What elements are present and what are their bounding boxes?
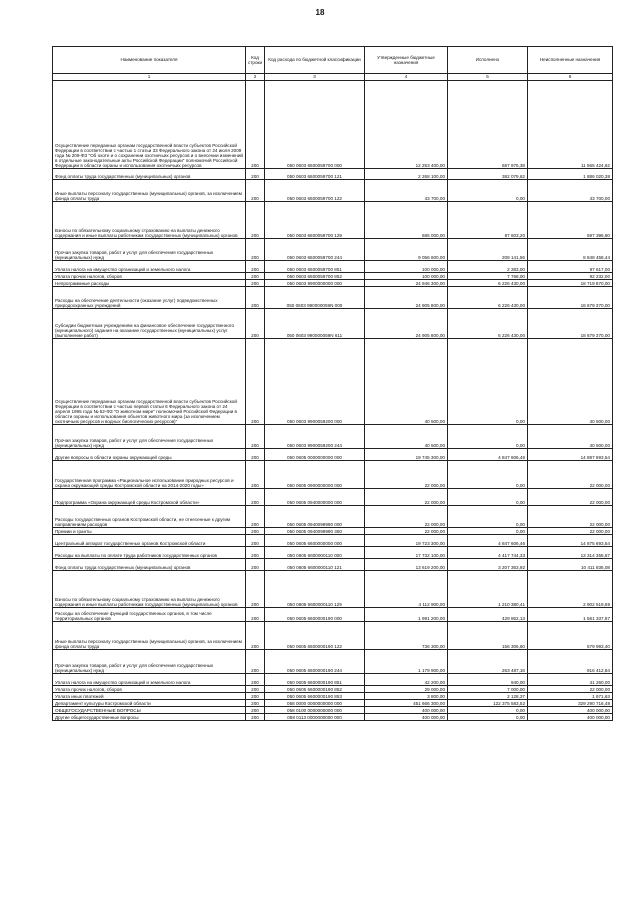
row-executed-cell: 3 207 363,92 xyxy=(448,559,528,571)
row-approved-cell: 400 000,00 xyxy=(365,714,448,721)
row-executed-cell: 4 847 606,46 xyxy=(448,535,528,547)
row-executed-cell: 6 226 430,00 xyxy=(448,309,528,339)
row-name-cell: Другие вопросы в области охраны окружающей среды xyxy=(53,449,246,461)
row-code-cell: 050 0605 6600000190 851 xyxy=(265,674,365,686)
row-executed-cell: 7 768,00 xyxy=(448,273,528,280)
row-code-cell: 050 0603 990000059N 611 xyxy=(265,309,365,339)
row-approved-cell: 22 000,00 xyxy=(365,506,448,528)
row-code-cell: 050 0605 6600000110 000 xyxy=(265,547,365,559)
row-unexecuted-cell: 400 000,00 xyxy=(528,707,613,714)
row-line-cell: 200 xyxy=(246,239,265,261)
row-name-cell: Премии и гранты xyxy=(53,528,246,535)
table-row xyxy=(53,700,613,707)
row-line-cell: 200 xyxy=(246,707,265,714)
table-row xyxy=(53,650,613,674)
row-line-cell: 200 xyxy=(246,287,265,309)
row-code-cell: 050 0605 6600000190 244 xyxy=(265,650,365,674)
row-name-cell: Осуществление переданных органам государственной власти субъектов Российской Федерации в соответствии с частью первой статьи 6 Федерального закона от 24 апреля 1995 года № 52-ФЗ "О животном мире" полномочий Российской Федерации в области охраны и использования объектов животного мира (за исключением охотничьих ресурсов и водных биологических ресурсов)" xyxy=(53,339,246,425)
row-line-cell: 200 xyxy=(246,547,265,559)
row-unexecuted-cell: 97 617,00 xyxy=(528,261,613,273)
row-unexecuted-cell: 22 000,00 xyxy=(528,686,613,693)
row-name-cell: Непрограммные расходы xyxy=(53,280,246,287)
table-row xyxy=(53,547,613,559)
row-approved-cell: 22 000,00 xyxy=(365,461,448,489)
row-executed-cell: 0,00 xyxy=(448,489,528,506)
row-code-cell: 050 0603 9900000000 000 xyxy=(265,280,365,287)
row-executed-cell: 4 417 744,33 xyxy=(448,547,528,559)
row-name-cell: Иные выплаты персоналу государственных (муниципальных) органов, за исключением фонда оплаты труда xyxy=(53,622,246,650)
row-line-cell: 200 xyxy=(246,461,265,489)
column-number: 6 xyxy=(528,74,613,81)
row-name-cell: Расходы на обеспечение деятельности (оказание услуг) подведомственных природоохранных учреждений xyxy=(53,287,246,309)
row-name-cell: Фонд оплаты труда государственных (муниципальных) органов xyxy=(53,169,246,180)
row-executed-cell: 263 487,16 xyxy=(448,650,528,674)
row-code-cell: 058 0000 0000000000 000 xyxy=(265,700,365,707)
header-approved: Утвержденные бюджетные назначения xyxy=(365,47,448,74)
row-line-cell: 200 xyxy=(246,489,265,506)
row-approved-cell: 43 700,00 xyxy=(365,180,448,202)
table-row xyxy=(53,81,613,169)
row-approved-cell: 100 000,00 xyxy=(365,273,448,280)
row-executed-cell: 429 862,13 xyxy=(448,608,528,622)
page-number: 18 xyxy=(315,8,325,17)
row-name-cell: Подпрограмма «Охрана окружающей среды Костромской области» xyxy=(53,489,246,506)
row-name-cell: Уплата прочих налогов, сборов xyxy=(53,686,246,693)
row-name-cell: Фонд оплаты труда государственных (муниципальных) органов xyxy=(53,559,246,571)
row-code-cell: 058 0113 0000000000 000 xyxy=(265,714,365,721)
header-name: Наименование показателя xyxy=(53,47,246,74)
row-name-cell: Иные выплаты персоналу государственных (муниципальных) органов, за исключением фонда оплаты труда xyxy=(53,180,246,202)
row-name-cell: Прочая закупка товаров, работ и услуг для обеспечения государственных (муниципальных) нужд xyxy=(53,650,246,674)
row-line-cell: 200 xyxy=(246,700,265,707)
row-executed-cell: 0,00 xyxy=(448,180,528,202)
row-approved-cell: 4 112 900,00 xyxy=(365,571,448,608)
header-code: Код расхода по бюджетной классификации xyxy=(265,47,365,74)
header-unexecuted: Неисполненные назначения xyxy=(528,47,613,74)
table-row xyxy=(53,608,613,622)
table-row xyxy=(53,506,613,528)
row-line-cell: 200 xyxy=(246,622,265,650)
row-line-cell: 200 xyxy=(246,309,265,339)
row-name-cell: Другие общегосударственные вопросы xyxy=(53,714,246,721)
row-executed-cell: 0,00 xyxy=(448,528,528,535)
row-name-cell: Расходы на выплаты по оплате труда работников государственных органов xyxy=(53,547,246,559)
row-approved-cell: 12 253 400,00 xyxy=(365,81,448,169)
column-number: 2 xyxy=(246,74,265,81)
row-code-cell: 050 0605 6600000110 121 xyxy=(265,559,365,571)
row-unexecuted-cell: 22 000,00 xyxy=(528,461,613,489)
row-unexecuted-cell: 40 500,00 xyxy=(528,339,613,425)
row-approved-cell: 685 000,00 xyxy=(365,202,448,239)
column-number: 4 xyxy=(365,74,448,81)
row-approved-cell: 42 200,00 xyxy=(365,674,448,686)
table-row xyxy=(53,309,613,339)
row-code-cell: 050 0605 0940099990 000 xyxy=(265,506,365,528)
table-row xyxy=(53,707,613,714)
row-line-cell: 200 xyxy=(246,273,265,280)
row-approved-cell: 19 745 300,00 xyxy=(365,449,448,461)
row-executed-cell: 0,00 xyxy=(448,707,528,714)
row-approved-cell: 29 000,00 xyxy=(365,686,448,693)
row-line-cell: 200 xyxy=(246,608,265,622)
row-executed-cell: 0,00 xyxy=(448,339,528,425)
row-executed-cell: 87 603,20 xyxy=(448,202,528,239)
row-approved-cell: 24 905 800,00 xyxy=(365,287,448,309)
row-unexecuted-cell: 597 396,80 xyxy=(528,202,613,239)
row-unexecuted-cell: 400 000,00 xyxy=(528,714,613,721)
row-line-cell: 200 xyxy=(246,81,265,169)
row-unexecuted-cell: 1 671,63 xyxy=(528,693,613,700)
row-executed-cell: 382 079,62 xyxy=(448,169,528,180)
row-unexecuted-cell: 18 679 370,00 xyxy=(528,287,613,309)
row-approved-cell: 9 056 600,00 xyxy=(365,239,448,261)
row-name-cell: Уплата иных платежей xyxy=(53,693,246,700)
column-number: 1 xyxy=(53,74,246,81)
row-name-cell: Осуществление переданных органам государственной власти субъектов Российской Федерации в соответствии с частью 1 статьи 33 Федерального закона от 24 июля 2009 года № 209-ФЗ "Об охоте и о сохранении охотничьих ресурсов и о внесении изменений в отдельные законодательные акты Российской Федерации" полномочий Российской Федерации в области охраны и использования охотничьих ресурсов xyxy=(53,81,246,169)
row-line-cell: 200 xyxy=(246,339,265,425)
row-unexecuted-cell: 1 561 337,87 xyxy=(528,608,613,622)
table-body xyxy=(53,81,613,721)
row-approved-cell: 17 732 100,00 xyxy=(365,547,448,559)
row-name-cell: Центральный аппарат государственных органов Костромской области xyxy=(53,535,246,547)
row-code-cell: 050 0603 6600059700 244 xyxy=(265,239,365,261)
row-executed-cell: 208 141,56 xyxy=(448,239,528,261)
row-unexecuted-cell: 22 000,00 xyxy=(528,506,613,528)
row-code-cell: 050 0603 6600059700 122 xyxy=(265,180,365,202)
row-code-cell: 050 0605 0940000000 000 xyxy=(265,489,365,506)
row-unexecuted-cell: 18 679 370,00 xyxy=(528,309,613,339)
row-unexecuted-cell: 579 993,40 xyxy=(528,622,613,650)
row-line-cell: 200 xyxy=(246,650,265,674)
row-code-cell: 050 0605 6600000190 000 xyxy=(265,608,365,622)
row-approved-cell: 2 268 100,00 xyxy=(365,169,448,180)
header-line: Код строки xyxy=(246,47,265,74)
table-row xyxy=(53,571,613,608)
row-name-cell: ОБЩЕГОСУДАРСТВЕННЫЕ ВОПРОСЫ xyxy=(53,707,246,714)
row-line-cell: 200 xyxy=(246,535,265,547)
row-unexecuted-cell: 1 886 020,38 xyxy=(528,169,613,180)
row-unexecuted-cell: 40 500,00 xyxy=(528,425,613,449)
row-executed-cell: 1 210 380,41 xyxy=(448,571,528,608)
row-line-cell: 200 xyxy=(246,449,265,461)
row-code-cell: 050 0603 6600059700 851 xyxy=(265,261,365,273)
row-executed-cell: 0,00 xyxy=(448,461,528,489)
row-code-cell: 050 0603 9900059200 000 xyxy=(265,339,365,425)
row-unexecuted-cell: 916 412,84 xyxy=(528,650,613,674)
row-unexecuted-cell: 92 232,00 xyxy=(528,273,613,280)
row-name-cell: Расходы на обеспечение функций государственных органов, в том числе территориальных органов xyxy=(53,608,246,622)
table-row xyxy=(53,180,613,202)
row-unexecuted-cell: 11 565 424,62 xyxy=(528,81,613,169)
row-code-cell: 050 0605 6600000110 129 xyxy=(265,571,365,608)
row-line-cell: 200 xyxy=(246,559,265,571)
row-executed-cell: 0,00 xyxy=(448,425,528,449)
table-row xyxy=(53,528,613,535)
row-line-cell: 200 xyxy=(246,674,265,686)
row-name-cell: Уплата прочих налогов, сборов xyxy=(53,273,246,280)
row-unexecuted-cell: 14 897 693,54 xyxy=(528,449,613,461)
row-code-cell: 050 0603 9900059200 244 xyxy=(265,425,365,449)
table-row xyxy=(53,425,613,449)
row-unexecuted-cell: 41 260,00 xyxy=(528,674,613,686)
row-line-cell: 200 xyxy=(246,506,265,528)
table-row xyxy=(53,280,613,287)
column-number: 3 xyxy=(265,74,365,81)
row-unexecuted-cell: 2 902 519,59 xyxy=(528,571,613,608)
table-row xyxy=(53,489,613,506)
row-unexecuted-cell: 329 290 716,48 xyxy=(528,700,613,707)
row-name-cell: Департамент культуры Костромской области xyxy=(53,700,246,707)
table-row xyxy=(53,559,613,571)
column-number: 5 xyxy=(448,74,528,81)
row-executed-cell: 6 226 430,00 xyxy=(448,280,528,287)
row-code-cell: 050 0603 990000059N 000 xyxy=(265,287,365,309)
table-row xyxy=(53,239,613,261)
row-unexecuted-cell: 22 000,00 xyxy=(528,489,613,506)
row-approved-cell: 400 000,00 xyxy=(365,707,448,714)
row-code-cell: 058 0100 0000000000 000 xyxy=(265,707,365,714)
row-name-cell: Взносы по обязательному социальному страхованию на выплаты денежного содержания и иные выплаты работникам государственных (муниципальных) органов xyxy=(53,202,246,239)
row-approved-cell: 451 666 300,00 xyxy=(365,700,448,707)
column-number-row xyxy=(53,74,613,81)
row-line-cell: 200 xyxy=(246,425,265,449)
row-code-cell: 050 0603 6600059700 129 xyxy=(265,202,365,239)
row-code-cell: 050 0603 6600059700 121 xyxy=(265,169,365,180)
row-approved-cell: 22 000,00 xyxy=(365,528,448,535)
row-name-cell: Прочая закупка товаров, работ и услуг для обеспечения государственных (муниципальных) нужд xyxy=(53,425,246,449)
table-row xyxy=(53,202,613,239)
row-name-cell: Уплата налога на имущество организаций и земельного налога xyxy=(53,261,246,273)
row-code-cell: 050 0605 0940099990 350 xyxy=(265,528,365,535)
row-approved-cell: 40 500,00 xyxy=(365,425,448,449)
table-row xyxy=(53,169,613,180)
table-row xyxy=(53,273,613,280)
row-code-cell: 050 0605 6600000190 853 xyxy=(265,693,365,700)
row-line-cell: 200 xyxy=(246,202,265,239)
table-row xyxy=(53,449,613,461)
row-code-cell: 050 0605 6600000190 122 xyxy=(265,622,365,650)
table-row xyxy=(53,686,613,693)
row-code-cell: 050 0605 0000000000 000 xyxy=(265,449,365,461)
row-approved-cell: 3 800,00 xyxy=(365,693,448,700)
row-line-cell: 200 xyxy=(246,714,265,721)
table-row xyxy=(53,535,613,547)
budget-execution-table xyxy=(52,46,613,721)
row-executed-cell: 687 975,38 xyxy=(448,81,528,169)
row-executed-cell: 0,00 xyxy=(448,506,528,528)
row-code-cell: 050 0605 0900000000 000 xyxy=(265,461,365,489)
row-approved-cell: 22 000,00 xyxy=(365,489,448,506)
row-executed-cell: 156 306,60 xyxy=(448,622,528,650)
row-unexecuted-cell: 22 000,00 xyxy=(528,528,613,535)
row-approved-cell: 24 905 800,00 xyxy=(365,309,448,339)
table-row xyxy=(53,622,613,650)
row-code-cell: 050 0603 6600059700 000 xyxy=(265,81,365,169)
row-name-cell: Прочая закупка товаров, работ и услуг для обеспечения государственных (муниципальных) нужд xyxy=(53,239,246,261)
row-executed-cell: 940,00 xyxy=(448,674,528,686)
row-unexecuted-cell: 8 848 458,44 xyxy=(528,239,613,261)
row-name-cell: Расходы государственных органов Костромской области, не отнесенные к другим направлениям расходов xyxy=(53,506,246,528)
row-line-cell: 200 xyxy=(246,528,265,535)
row-unexecuted-cell: 10 411 836,08 xyxy=(528,559,613,571)
row-executed-cell: 2 383,00 xyxy=(448,261,528,273)
table-row xyxy=(53,674,613,686)
row-unexecuted-cell: 43 700,00 xyxy=(528,180,613,202)
row-approved-cell: 1 179 900,00 xyxy=(365,650,448,674)
row-code-cell: 050 0603 6600059700 852 xyxy=(265,273,365,280)
table-row xyxy=(53,693,613,700)
row-approved-cell: 13 619 200,00 xyxy=(365,559,448,571)
row-name-cell: Взносы по обязательному социальному страхованию на выплаты денежного содержания и иные выплаты работникам государственных (муниципальных) органов xyxy=(53,571,246,608)
row-name-cell: Субсидии бюджетным учреждениям на финансовое обеспечение государственного (муниципального) задания на оказание государственных (муниципальных) услуг (выполнение работ) xyxy=(53,309,246,339)
row-executed-cell: 7 000,00 xyxy=(448,686,528,693)
table-row xyxy=(53,461,613,489)
row-approved-cell: 1 991 200,00 xyxy=(365,608,448,622)
row-line-cell: 200 xyxy=(246,169,265,180)
row-approved-cell: 100 000,00 xyxy=(365,261,448,273)
row-executed-cell: 0,00 xyxy=(448,714,528,721)
row-line-cell: 200 xyxy=(246,571,265,608)
row-unexecuted-cell: 14 875 693,54 xyxy=(528,535,613,547)
row-name-cell: Государственная программа «Рациональное использование природных ресурсов и охрана окружающей среды Костромской области на 2014-2020 годы» xyxy=(53,461,246,489)
table-row xyxy=(53,714,613,721)
row-executed-cell: 122 375 583,52 xyxy=(448,700,528,707)
row-name-cell: Уплата налога на имущество организаций и земельного налога xyxy=(53,674,246,686)
row-approved-cell: 24 946 300,00 xyxy=(365,280,448,287)
header-row xyxy=(53,47,613,74)
table-row xyxy=(53,287,613,309)
row-line-cell: 200 xyxy=(246,261,265,273)
row-unexecuted-cell: 18 719 870,00 xyxy=(528,280,613,287)
row-executed-cell: 4 847 606,46 xyxy=(448,449,528,461)
row-approved-cell: 19 723 300,00 xyxy=(365,535,448,547)
row-line-cell: 200 xyxy=(246,686,265,693)
row-unexecuted-cell: 13 314 355,67 xyxy=(528,547,613,559)
header-executed: Исполнено xyxy=(448,47,528,74)
row-line-cell: 200 xyxy=(246,180,265,202)
row-code-cell: 050 0605 6600000190 852 xyxy=(265,686,365,693)
row-code-cell: 050 0605 6600000000 000 xyxy=(265,535,365,547)
row-executed-cell: 2 128,37 xyxy=(448,693,528,700)
row-approved-cell: 40 500,00 xyxy=(365,339,448,425)
row-line-cell: 200 xyxy=(246,693,265,700)
row-executed-cell: 6 226 430,00 xyxy=(448,287,528,309)
table-row xyxy=(53,339,613,425)
row-approved-cell: 736 300,00 xyxy=(365,622,448,650)
table-row xyxy=(53,261,613,273)
row-line-cell: 200 xyxy=(246,280,265,287)
